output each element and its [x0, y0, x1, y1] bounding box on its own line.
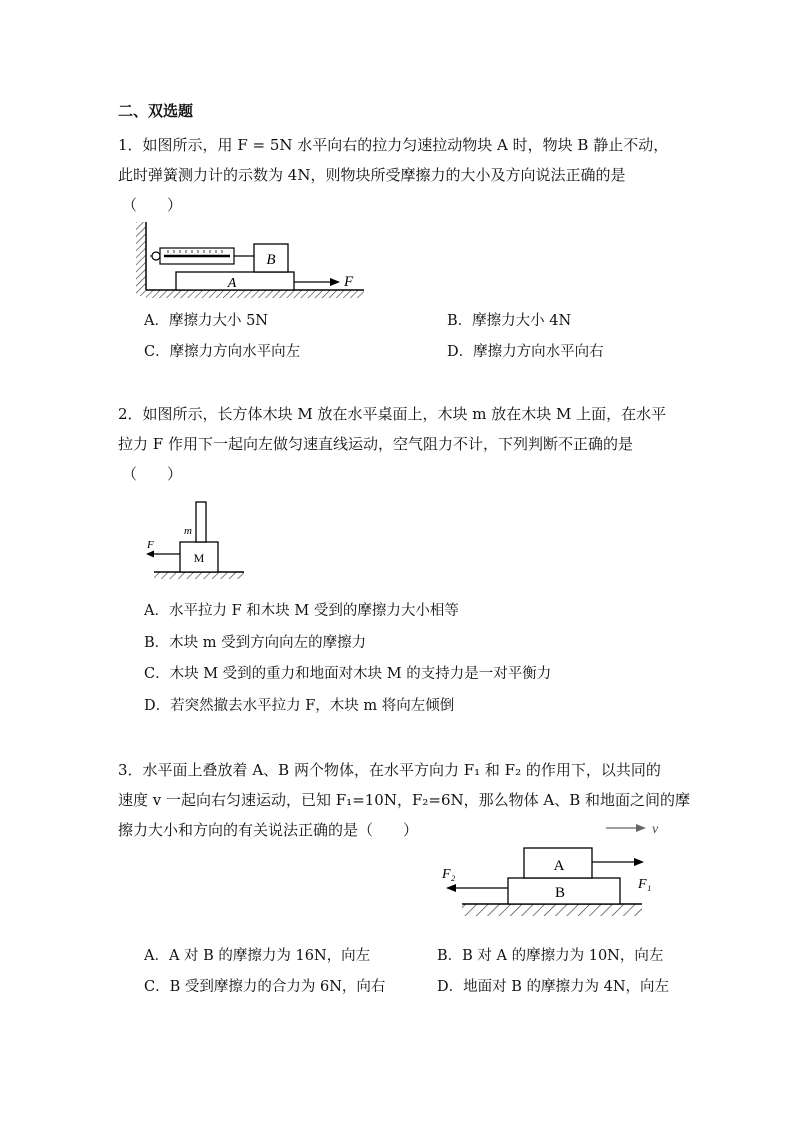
ground-hatch — [462, 904, 642, 916]
force-label: F — [344, 274, 354, 290]
question-1-option-a[interactable]: A．摩擦力大小 5N — [144, 313, 268, 329]
question-2-line-1 — [118, 404, 666, 424]
question-3-line-2: 速度 v 一起向右匀速运动，已知 F₁=10N，F₂=6N，那么物体 A、B 和地面之间的摩 — [118, 791, 691, 809]
question-1-answer-blank: （ ） — [122, 196, 183, 214]
question-3-option-b[interactable]: B．B 对 A 的摩擦力为 10N，向左 — [437, 948, 664, 964]
question-2-line-2: 拉力 F 作用下一起向左做匀速直线运动，空气阻力不计，下列判断不正确的是 — [118, 435, 633, 453]
question-2-option-d[interactable]: D．若突然撤去水平拉力 F，木块 m 将向左倾倒 — [144, 698, 455, 714]
question-3-number: 3． — [118, 761, 143, 779]
block-b-label: B — [266, 252, 276, 268]
question-3-line-1 — [118, 760, 661, 780]
figure-1-spring-scale — [136, 222, 368, 300]
ground-hatch — [146, 290, 364, 298]
question-2-number: 2． — [118, 405, 143, 423]
wall-hatch — [136, 222, 146, 296]
block-big-m-label: M — [193, 551, 205, 565]
question-1-text-1: 如图所示，用 F = 5N 水平向右的拉力匀速拉动物块 A 时，物块 B 静止不动， — [142, 136, 669, 154]
question-2-option-a[interactable]: A．水平拉力 F 和木块 M 受到的摩擦力大小相等 — [144, 603, 459, 619]
question-2-answer-blank: （ ） — [122, 465, 183, 483]
block-small-m — [196, 502, 206, 542]
question-2-option-b[interactable]: B．木块 m 受到方向向左的摩擦力 — [144, 635, 367, 651]
question-1-option-b[interactable]: B．摩擦力大小 4N — [447, 313, 572, 329]
figure-3-stacked-ab — [438, 818, 678, 928]
question-1-line-2: 此时弹簧测力计的示数为 4N，则物块所受摩擦力的大小及方向说法正确的是 — [118, 166, 626, 184]
question-1-line-1 — [118, 135, 668, 155]
velocity-label: v — [652, 822, 659, 837]
force-label: F — [147, 539, 154, 551]
block-small-m-label: m — [184, 525, 192, 537]
question-3-option-c[interactable]: C．B 受到摩擦力的合力为 6N，向右 — [144, 979, 386, 995]
table-hatch — [154, 572, 244, 579]
force-f1-label: F₁ — [638, 877, 652, 892]
question-2-option-c[interactable]: C．木块 M 受到的重力和地面对木块 M 的支持力是一对平衡力 — [144, 666, 552, 682]
question-3-option-a[interactable]: A．A 对 B 的摩擦力为 16N，向左 — [144, 948, 371, 964]
question-3-option-d[interactable]: D．地面对 B 的摩擦力为 4N，向左 — [437, 979, 670, 995]
question-2-text-1: 如图所示，长方体木块 M 放在水平桌面上，木块 m 放在木块 M 上面，在水平 — [142, 405, 667, 423]
block-a-label: A — [227, 276, 237, 291]
block-b-label: B — [554, 885, 566, 901]
question-3-line-3: 擦力大小和方向的有关说法正确的是（ ） — [118, 821, 419, 839]
figure-2-stacked-blocks — [140, 498, 250, 582]
scale-hook — [152, 252, 160, 260]
question-3-text-1: 水平面上叠放着 A、B 两个物体，在水平方向力 F₁ 和 F₂ 的作用下，以共同的 — [142, 761, 661, 779]
block-a-label: A — [553, 858, 565, 874]
question-1-option-c[interactable]: C．摩擦力方向水平向左 — [144, 344, 301, 360]
question-1-number: 1． — [118, 136, 143, 154]
section-title: 二、双选题 — [118, 102, 194, 120]
question-1-option-d[interactable]: D．摩擦力方向水平向右 — [447, 344, 604, 360]
force-f2-label: F₂ — [442, 867, 456, 882]
